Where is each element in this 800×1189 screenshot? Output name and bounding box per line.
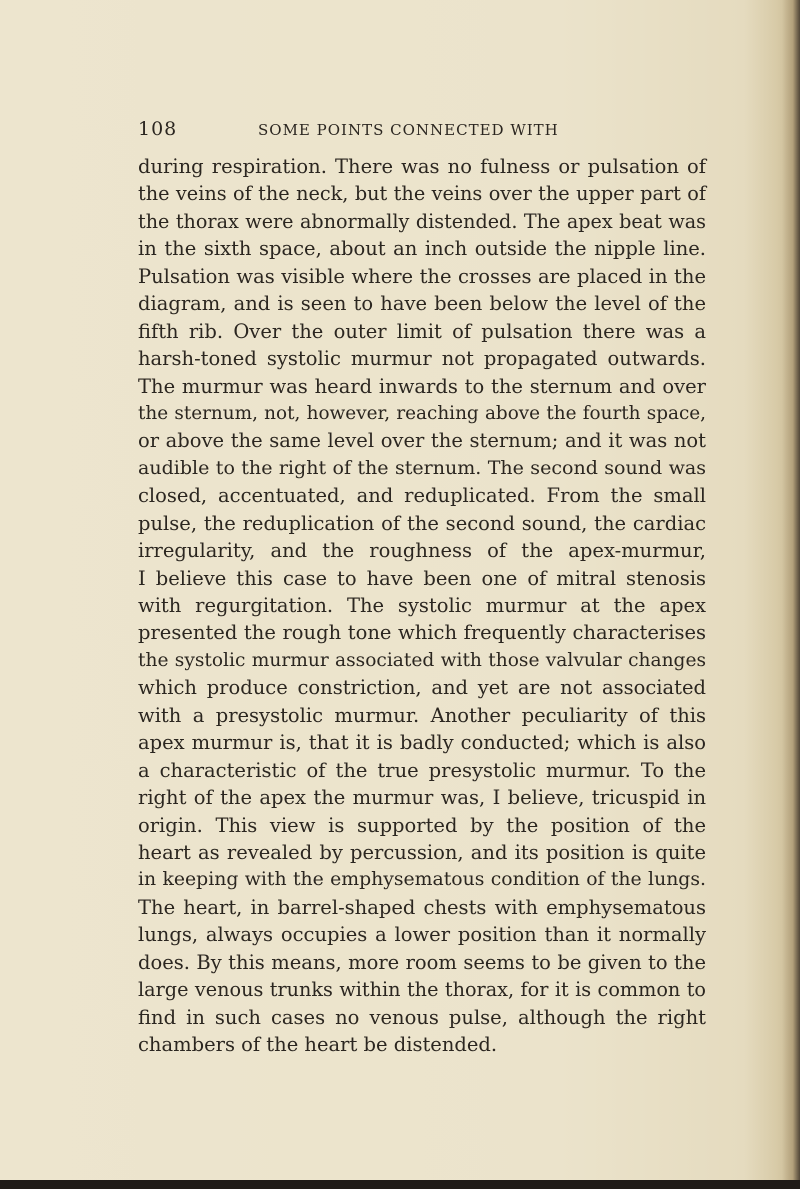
text-line: a characteristic of the true presystolic murmur. To the bbox=[138, 758, 706, 782]
text-line: lungs, always occupies a lower position than it normally bbox=[138, 923, 706, 947]
text-line: right of the apex the murmur was, I believe, tricuspid in bbox=[138, 786, 706, 810]
text-line: in the sixth space, about an inch outside the nipple line. bbox=[138, 237, 706, 261]
body-paragraph bbox=[138, 153, 706, 1058]
text-line: I believe this case to have been one of mitral stenosis bbox=[138, 566, 706, 590]
text-line: closed, accentuated, and reduplicated. From the small bbox=[138, 484, 706, 508]
text-line: apex murmur is, that it is badly conducted; which is also bbox=[138, 731, 706, 755]
text-line: during respiration. There was no fulness or pulsation of bbox=[138, 155, 706, 178]
text-line: the systolic murmur associated with those valvular changes bbox=[138, 649, 706, 671]
text-line: The murmur was heard inwards to the sternum and over bbox=[138, 374, 706, 398]
text-line: chambers of the heart be distended. bbox=[138, 1033, 498, 1056]
text-line: with a presystolic murmur. Another peculiarity of this bbox=[138, 703, 706, 727]
text-line: or above the same level over the sternum; and it was not bbox=[138, 429, 706, 453]
text-line: does. By this means, more room seems to be given to the bbox=[138, 950, 706, 974]
page-bottom-edge bbox=[0, 1180, 800, 1189]
text-line: with regurgitation. The systolic murmur at the apex bbox=[138, 594, 706, 617]
text-line: which produce constriction, and yet are not associated bbox=[138, 676, 706, 700]
text-line: presented the rough tone which frequently characterises bbox=[138, 621, 706, 645]
text-line: in keeping with the emphysematous condition of the lungs. bbox=[138, 869, 706, 891]
text-line: heart as revealed by percussion, and its position is quite bbox=[138, 840, 706, 864]
text-line: diagram, and is seen to have been below the level of the bbox=[138, 292, 706, 316]
text-line: large venous trunks within the thorax, for it is common to bbox=[138, 978, 706, 1002]
running-head: SOME POINTS CONNECTED WITH bbox=[258, 121, 559, 139]
text-line: pulse, the reduplication of the second sound, the cardiac bbox=[138, 511, 706, 535]
page-number: 108 bbox=[138, 118, 178, 140]
text-line: audible to the right of the sternum. The second sound was bbox=[138, 456, 706, 479]
text-line: fifth rib. Over the outer limit of pulsation there was a bbox=[138, 319, 706, 343]
text-line: the sternum, not, however, reaching above the fourth space, bbox=[138, 402, 706, 424]
text-line: find in such cases no venous pulse, although the right bbox=[138, 1005, 706, 1029]
text-line: Pulsation was visible where the crosses are placed in the bbox=[138, 264, 706, 288]
text-line: irregularity, and the roughness of the apex-murmur, bbox=[138, 539, 706, 563]
page-edge-shadow bbox=[782, 0, 800, 1189]
text-line: origin. This view is supported by the position of the bbox=[138, 813, 706, 837]
text-line: the veins of the neck, but the veins over the upper part of bbox=[138, 182, 706, 206]
text-line: the thorax were abnormally distended. The apex beat was bbox=[138, 209, 706, 233]
text-line: The heart, in barrel-shaped chests with emphysematous bbox=[138, 895, 706, 919]
text-line: harsh-toned systolic murmur not propagated outwards. bbox=[138, 347, 706, 371]
